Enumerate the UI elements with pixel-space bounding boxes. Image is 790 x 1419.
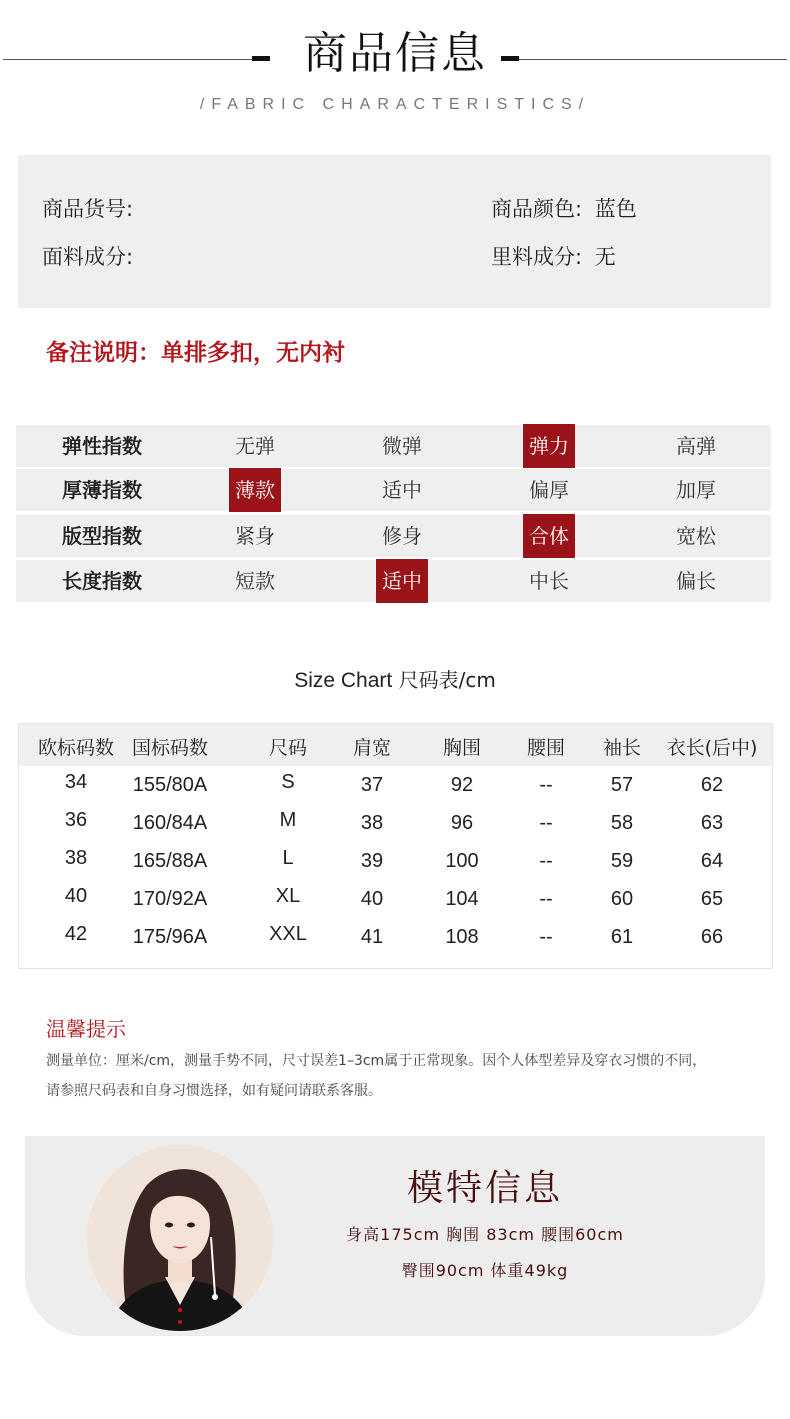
color-value: 蓝色 — [594, 197, 637, 221]
size-chart-cell: 34 — [64, 771, 88, 793]
tips-line-1: 测量单位：厘米/cm，测量手势不同，尺寸误差1–3cm属于正常现象。因个人体型差异及穿衣习惯的不同， — [46, 1053, 707, 1069]
index-row — [16, 560, 771, 602]
size-chart-cell: 100 — [445, 850, 479, 872]
size-chart-header-cell: 国标码数 — [131, 737, 208, 759]
index-name: 厚薄指数 — [62, 478, 142, 502]
size-chart-cell: 41 — [360, 926, 384, 948]
size-chart-table — [18, 723, 773, 969]
color-label — [491, 193, 637, 223]
index-name: 弹性指数 — [62, 434, 142, 458]
size-chart-cell: 66 — [700, 926, 724, 948]
model-measurements-line-2: 臀围90cm 体重49kg — [401, 1261, 569, 1280]
size-chart-cell: 40 — [360, 888, 384, 910]
index-option: 宽松 — [676, 524, 716, 548]
index-option-selected: 弹力 — [523, 424, 575, 468]
index-option-selected: 合体 — [523, 514, 575, 558]
size-chart-cell: 92 — [450, 774, 474, 796]
size-chart-header-cell: 肩宽 — [352, 737, 391, 759]
size-chart-cell: 170/92A — [132, 888, 208, 910]
lining-value: 无 — [594, 245, 616, 269]
index-option: 偏厚 — [529, 478, 569, 502]
index-name: 版型指数 — [62, 524, 142, 548]
size-chart-cell: 108 — [445, 926, 479, 948]
size-chart-cell: 38 — [360, 812, 384, 834]
size-chart-cell: 37 — [360, 774, 384, 796]
tips-line-2: 请参照尺码表和自身习惯选择，如有疑问请联系客服。 — [46, 1083, 382, 1099]
model-portrait-image — [87, 1145, 273, 1331]
size-chart-cell: 64 — [700, 850, 724, 872]
size-chart-cell: 58 — [610, 812, 634, 834]
index-row — [16, 515, 771, 557]
index-option: 偏长 — [676, 569, 716, 593]
size-chart-cell: 61 — [610, 926, 634, 948]
index-option: 微弹 — [382, 434, 422, 458]
size-chart-cell: 57 — [610, 774, 634, 796]
fabric-label: 面料成分: — [42, 245, 134, 269]
index-name: 长度指数 — [62, 569, 142, 593]
size-chart-cell: 104 — [445, 888, 479, 910]
size-chart-cell: -- — [539, 926, 553, 948]
size-chart-cell: -- — [539, 774, 553, 796]
size-chart-cell: 96 — [450, 812, 474, 834]
model-info-title: 模特信息 — [406, 1168, 563, 1209]
size-chart-cell: S — [281, 771, 295, 793]
size-chart-header-cell: 胸围 — [442, 737, 481, 759]
size-chart-header-cell: 腰围 — [526, 737, 565, 759]
size-chart-cell: 62 — [700, 774, 724, 796]
index-option: 无弹 — [235, 434, 275, 458]
page-title: 商品信息 — [303, 28, 487, 79]
size-chart-cell: L — [282, 847, 294, 869]
size-chart-cell: 65 — [700, 888, 724, 910]
index-option: 紧身 — [235, 524, 275, 548]
size-chart-cell: -- — [539, 850, 553, 872]
color-label-text: 商品颜色: — [491, 197, 583, 221]
size-chart-cell: 59 — [610, 850, 634, 872]
model-measurements-line-1: 身高175cm 胸围 83cm 腰围60cm — [346, 1225, 624, 1244]
lining-label-text: 里料成分: — [491, 245, 583, 269]
remarks-note: 备注说明：单排多扣，无内衬 — [46, 340, 345, 366]
size-chart-cell: -- — [539, 812, 553, 834]
model-avatar — [87, 1145, 273, 1331]
size-chart-cell: 60 — [610, 888, 634, 910]
index-row — [16, 469, 771, 511]
size-chart-header-cell: 尺码 — [268, 737, 307, 759]
index-option: 修身 — [382, 524, 422, 548]
index-option-selected: 适中 — [376, 559, 428, 603]
size-chart-title-en: Size Chart — [294, 669, 393, 692]
size-chart-header-cell: 衣长(后中) — [666, 737, 758, 759]
size-chart-cell: M — [279, 809, 297, 831]
size-chart-cell: 38 — [64, 847, 88, 869]
size-chart-cell: 160/84A — [132, 812, 208, 834]
size-chart-cell: 175/96A — [132, 926, 208, 948]
size-chart-cell: XXL — [269, 923, 307, 945]
size-chart-header-cell: 袖长 — [602, 737, 641, 759]
size-chart-cell: 155/80A — [132, 774, 208, 796]
size-chart-cell: 42 — [64, 923, 88, 945]
index-option: 短款 — [235, 569, 275, 593]
size-chart-title-cn: 尺码表/cm — [398, 668, 496, 692]
index-option: 中长 — [529, 569, 569, 593]
product-info-panel — [18, 155, 771, 308]
size-chart-cell: 40 — [64, 885, 88, 907]
size-chart-cell: -- — [539, 888, 553, 910]
index-option-selected: 薄款 — [229, 468, 281, 512]
index-option: 适中 — [382, 478, 422, 502]
size-chart-header-cell: 欧标码数 — [37, 737, 114, 759]
index-row — [16, 425, 771, 467]
index-option: 加厚 — [676, 478, 716, 502]
size-chart-cell: 63 — [700, 812, 724, 834]
lining-label — [491, 241, 616, 271]
tips-title: 温馨提示 — [46, 1017, 126, 1041]
index-option: 高弹 — [676, 434, 716, 458]
item-number-label: 商品货号: — [42, 197, 134, 221]
size-chart-cell: 36 — [64, 809, 88, 831]
size-chart-cell: 165/88A — [132, 850, 208, 872]
size-chart-title — [0, 664, 790, 693]
size-chart-cell: 39 — [360, 850, 384, 872]
size-chart-cell: XL — [275, 885, 301, 907]
page-subtitle: /FABRIC CHARACTERISTICS/ — [199, 96, 591, 113]
